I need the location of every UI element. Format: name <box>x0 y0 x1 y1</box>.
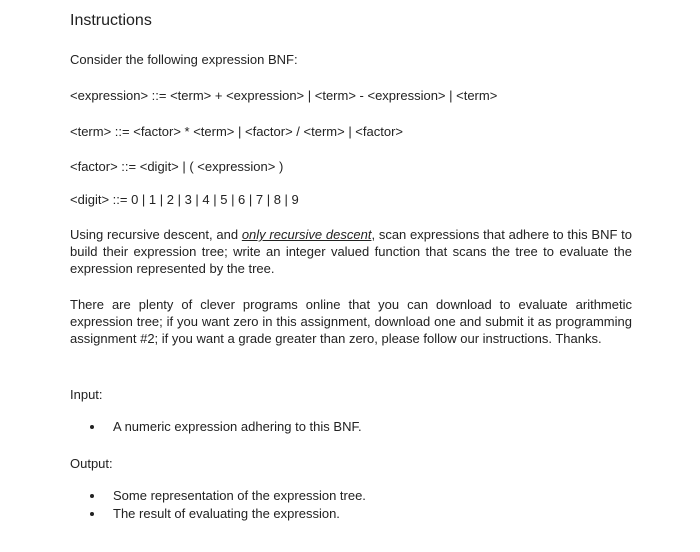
input-label: Input: <box>70 387 103 402</box>
bullet-icon <box>90 512 94 516</box>
page-title: Instructions <box>70 12 152 29</box>
bnf-factor-rule: <factor> ::= <digit> | ( <expression> ) <box>70 159 284 174</box>
intro-text: Consider the following expression BNF: <box>70 52 298 67</box>
output-list-item <box>90 505 366 523</box>
paragraph1-before: Using recursive descent, and <box>70 227 242 242</box>
bullet-icon <box>90 494 94 498</box>
paragraph1-emphasis: only recursive descent <box>241 227 372 242</box>
input-item-text: A numeric expression adhering to this BNF. <box>113 419 362 434</box>
bnf-term-rule: <term> ::= <factor> * <term> | <factor> / <term> | <factor> <box>70 124 403 139</box>
paragraph1-after: , scan expressions that adhere to this BNF to build their expression tree; write an integer valued function that scans the tree to evaluate the expression represented by the tree. <box>70 227 632 276</box>
bullet-icon <box>90 425 94 429</box>
recursive-descent-paragraph <box>70 226 632 277</box>
bnf-expression-rule: <expression> ::= <term> + <expression> | <term> - <expression> | <term> <box>70 88 498 103</box>
output-label: Output: <box>70 456 113 471</box>
output-item-text: The result of evaluating the expression. <box>113 506 340 521</box>
output-list <box>90 487 366 523</box>
warning-paragraph: There are plenty of clever programs online that you can download to evaluate arithmetic expression tree; if you want zero in this assignment, download one and submit it as programming assignment #2; if you want a grade greater than zero, please follow our instructions. Thanks. <box>70 297 632 346</box>
output-list-item <box>90 487 366 505</box>
input-list-item <box>90 418 362 436</box>
input-list <box>90 418 362 436</box>
bnf-digit-rule: <digit> ::= 0 | 1 | 2 | 3 | 4 | 5 | 6 | 7 | 8 | 9 <box>70 192 299 207</box>
output-item-text: Some representation of the expression tree. <box>113 488 366 503</box>
